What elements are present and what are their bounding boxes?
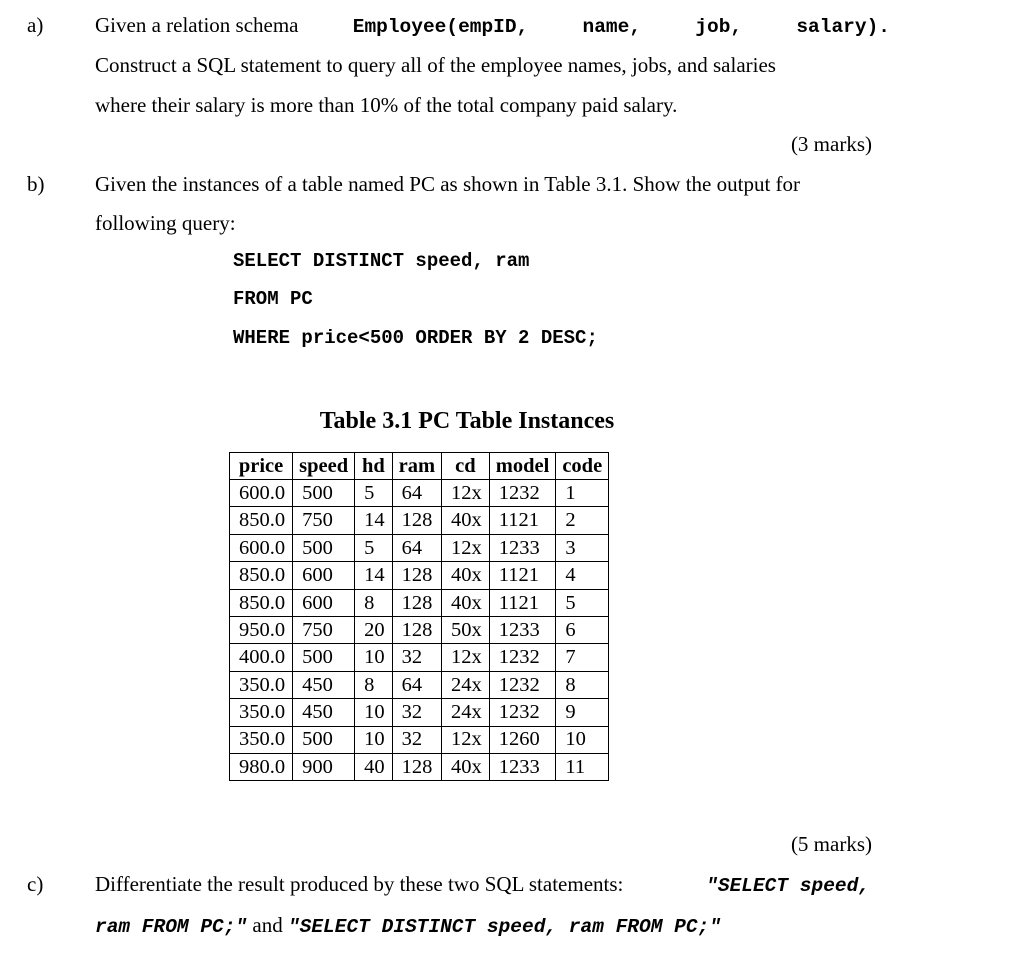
schema-token-salary: salary).: [796, 16, 890, 38]
cell-ram: 32: [392, 699, 441, 726]
table-row: [230, 534, 609, 561]
cell-hd: 8: [355, 589, 393, 616]
cell-price: 350.0: [230, 699, 293, 726]
cell-speed: 900: [293, 753, 355, 780]
schema-token-name: name,: [582, 16, 642, 38]
col-header-cd: cd: [442, 453, 490, 480]
cell-speed: 500: [293, 480, 355, 507]
cell-code: 4: [556, 562, 609, 589]
table-row: [230, 726, 609, 753]
cell-code: 5: [556, 589, 609, 616]
cell-ram: 128: [392, 753, 441, 780]
table-row: [230, 644, 609, 671]
cell-hd: 5: [355, 534, 393, 561]
cell-cd: 40x: [442, 589, 490, 616]
cell-speed: 500: [293, 726, 355, 753]
cell-model: 1260: [489, 726, 556, 753]
part-b-line2: following query:: [95, 211, 236, 235]
table-header-row: [230, 453, 609, 480]
cell-code: 3: [556, 534, 609, 561]
cell-speed: 750: [293, 616, 355, 643]
cell-price: 350.0: [230, 726, 293, 753]
sql-statement-1-part2: ram FROM PC;": [95, 916, 248, 938]
cell-cd: 12x: [442, 480, 490, 507]
table-row: [230, 671, 609, 698]
cell-ram: 128: [392, 507, 441, 534]
cell-model: 1232: [489, 699, 556, 726]
cell-hd: 40: [355, 753, 393, 780]
cell-ram: 64: [392, 534, 441, 561]
and-word: and: [252, 913, 283, 937]
cell-hd: 10: [355, 644, 393, 671]
cell-model: 1232: [489, 644, 556, 671]
cell-speed: 450: [293, 699, 355, 726]
cell-code: 10: [556, 726, 609, 753]
cell-ram: 128: [392, 616, 441, 643]
cell-price: 850.0: [230, 507, 293, 534]
part-a-line2: Construct a SQL statement to query all of the employee names, jobs, and salaries: [95, 53, 776, 77]
part-a-marks: (3 marks): [790, 132, 872, 156]
cell-model: 1233: [489, 616, 556, 643]
cell-hd: 10: [355, 699, 393, 726]
cell-ram: 128: [392, 562, 441, 589]
cell-code: 11: [556, 753, 609, 780]
pc-table: [229, 452, 609, 781]
table-caption: Table 3.1 PC Table Instances: [319, 408, 615, 434]
cell-speed: 500: [293, 534, 355, 561]
part-a-label: a): [27, 13, 44, 37]
cell-cd: 24x: [442, 699, 490, 726]
schema-token-employee: Employee(empID,: [352, 16, 529, 38]
cell-price: 600.0: [230, 480, 293, 507]
cell-code: 1: [556, 480, 609, 507]
cell-hd: 10: [355, 726, 393, 753]
part-c-label: c): [27, 872, 44, 896]
cell-model: 1121: [489, 507, 556, 534]
col-header-code: code: [556, 453, 609, 480]
col-header-model: model: [489, 453, 556, 480]
cell-cd: 12x: [442, 644, 490, 671]
col-header-speed: speed: [293, 453, 355, 480]
cell-price: 350.0: [230, 671, 293, 698]
cell-hd: 20: [355, 616, 393, 643]
cell-model: 1121: [489, 589, 556, 616]
cell-model: 1233: [489, 753, 556, 780]
cell-speed: 750: [293, 507, 355, 534]
table-row: [230, 699, 609, 726]
table-row: [230, 753, 609, 780]
cell-hd: 5: [355, 480, 393, 507]
col-header-ram: ram: [392, 453, 441, 480]
schema-token-job: job,: [695, 16, 743, 38]
part-c-line1: [95, 874, 870, 897]
cell-cd: 12x: [442, 726, 490, 753]
part-b-label: b): [27, 172, 45, 196]
cell-cd: 12x: [442, 534, 490, 561]
sql-statement-2: "SELECT DISTINCT speed, ram FROM PC;": [287, 916, 721, 938]
cell-price: 850.0: [230, 589, 293, 616]
cell-speed: 500: [293, 644, 355, 671]
part-a-line3: where their salary is more than 10% of the total company paid salary.: [95, 93, 678, 117]
table-row: [230, 507, 609, 534]
table-row: [230, 616, 609, 643]
cell-price: 600.0: [230, 534, 293, 561]
part-c-line2: [95, 915, 721, 938]
cell-speed: 600: [293, 562, 355, 589]
cell-cd: 50x: [442, 616, 490, 643]
part-c-intro-text: Differentiate the result produced by these two SQL statements:: [95, 872, 624, 896]
col-header-hd: hd: [355, 453, 393, 480]
cell-price: 850.0: [230, 562, 293, 589]
cell-code: 7: [556, 644, 609, 671]
query-line-where: WHERE price<500 ORDER BY 2 DESC;: [233, 327, 598, 349]
query-line-from: FROM PC: [233, 288, 313, 310]
cell-ram: 64: [392, 671, 441, 698]
cell-ram: 32: [392, 644, 441, 671]
cell-ram: 32: [392, 726, 441, 753]
table-row: [230, 480, 609, 507]
part-b-marks: (5 marks): [790, 832, 872, 856]
query-line-select: SELECT DISTINCT speed, ram: [233, 250, 530, 272]
table-row: [230, 562, 609, 589]
cell-speed: 600: [293, 589, 355, 616]
cell-model: 1232: [489, 671, 556, 698]
cell-price: 980.0: [230, 753, 293, 780]
cell-code: 2: [556, 507, 609, 534]
cell-model: 1121: [489, 562, 556, 589]
cell-code: 6: [556, 616, 609, 643]
cell-cd: 40x: [442, 562, 490, 589]
cell-code: 9: [556, 699, 609, 726]
col-header-price: price: [230, 453, 293, 480]
cell-cd: 40x: [442, 507, 490, 534]
cell-price: 400.0: [230, 644, 293, 671]
cell-cd: 24x: [442, 671, 490, 698]
cell-model: 1232: [489, 480, 556, 507]
cell-price: 950.0: [230, 616, 293, 643]
cell-speed: 450: [293, 671, 355, 698]
part-a-line1: [95, 15, 890, 38]
cell-ram: 64: [392, 480, 441, 507]
cell-hd: 14: [355, 562, 393, 589]
cell-code: 8: [556, 671, 609, 698]
cell-cd: 40x: [442, 753, 490, 780]
cell-ram: 128: [392, 589, 441, 616]
part-b-line1: Given the instances of a table named PC as shown in Table 3.1. Show the output for: [95, 172, 801, 196]
cell-model: 1233: [489, 534, 556, 561]
part-a-intro-text: Given a relation schema: [95, 13, 299, 37]
cell-hd: 8: [355, 671, 393, 698]
table-row: [230, 589, 609, 616]
sql-statement-1-part1: "SELECT speed,: [706, 875, 870, 897]
cell-hd: 14: [355, 507, 393, 534]
